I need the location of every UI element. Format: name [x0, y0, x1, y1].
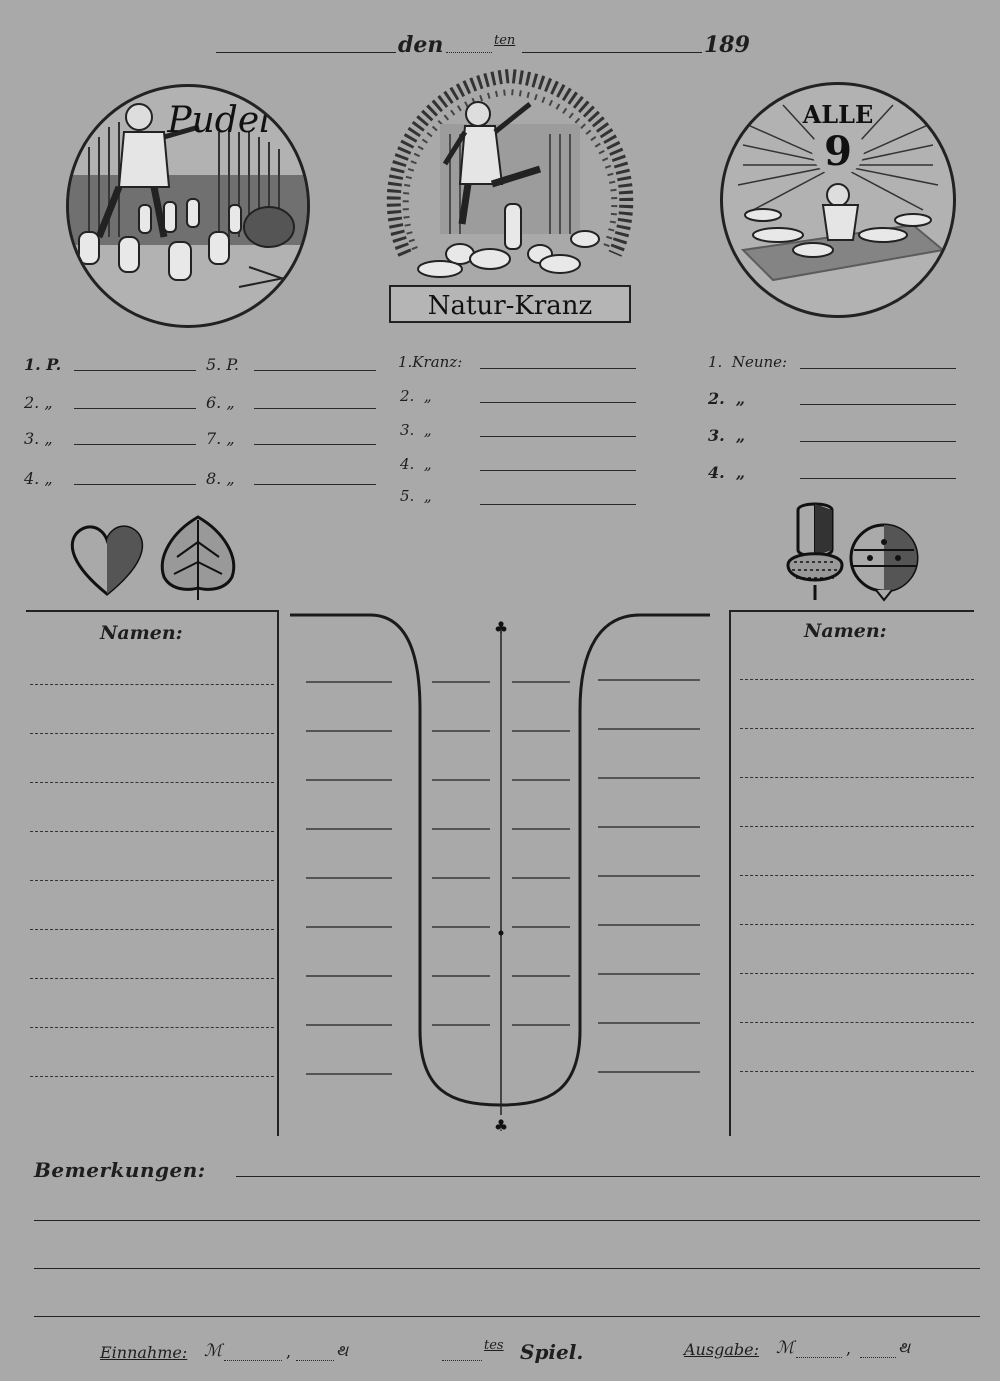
name-line[interactable] [740, 1022, 974, 1023]
pudel-item-line[interactable] [74, 408, 196, 409]
kranz-illustration [380, 64, 640, 328]
bottom-pin-marker: ♣ [493, 1116, 509, 1135]
den-label: den [398, 32, 444, 58]
alle-neune-emblem [720, 82, 956, 318]
name-line[interactable] [740, 924, 974, 925]
alle-title: ALLE [802, 100, 874, 129]
expense-pfennig-symbol: થ [898, 1338, 911, 1357]
bell-icon [846, 520, 922, 604]
name-line[interactable] [30, 782, 274, 783]
name-line[interactable] [740, 728, 974, 729]
kranz-item-label: 1.Kranz: [398, 353, 463, 371]
income-mark-line[interactable] [224, 1360, 282, 1361]
name-line[interactable] [740, 875, 974, 876]
name-line[interactable] [740, 826, 974, 827]
alle-neune-illustration [723, 85, 953, 315]
kranz-item-line[interactable] [480, 470, 636, 471]
leaf-icon [152, 512, 244, 604]
left-panel-right-rule [277, 610, 279, 1136]
pudel-item-label: 1. P. [24, 355, 62, 374]
neune-item-label: 4. „ [708, 463, 746, 482]
names-right-label: Namen: [804, 620, 887, 642]
neune-item-line[interactable] [800, 441, 956, 442]
remarks-line[interactable] [236, 1176, 980, 1177]
kranz-item-line[interactable] [480, 368, 636, 369]
svg-text:Pudel: Pudel [167, 100, 271, 141]
expense-comma: , [846, 1339, 852, 1358]
expense-label: Ausgabe: [684, 1340, 759, 1359]
pudel-item-line[interactable] [254, 484, 376, 485]
income-label: Einnahme: [100, 1343, 188, 1362]
expense-mark-line[interactable] [796, 1357, 842, 1358]
pudel-item-label: 3. „ [24, 429, 53, 448]
remarks-line[interactable] [34, 1316, 980, 1317]
game-number-line[interactable] [442, 1360, 482, 1361]
date-place-line[interactable] [216, 52, 396, 53]
income-comma: , [286, 1342, 292, 1361]
kranz-item-label: 2. „ [400, 387, 432, 405]
kranz-emblem [380, 64, 640, 328]
acorn-icon [784, 500, 846, 604]
pudel-item-line[interactable] [74, 484, 196, 485]
day-input[interactable] [448, 34, 492, 52]
neune-item-line[interactable] [800, 478, 956, 479]
neune-item-label: 1. Neune: [708, 353, 788, 371]
remarks-line[interactable] [34, 1220, 980, 1221]
name-line[interactable] [740, 679, 974, 680]
pudel-item-label: 8. „ [206, 469, 235, 488]
neune-item-line[interactable] [800, 404, 956, 405]
heart-icon [66, 520, 148, 600]
kranz-item-label: 4. „ [400, 455, 432, 473]
pudel-item-label: 6. „ [206, 393, 235, 412]
kranz-title: Natur-Kranz [427, 291, 593, 321]
name-line[interactable] [740, 973, 974, 974]
pudel-item-line[interactable] [254, 370, 376, 371]
alle-number: 9 [824, 128, 852, 175]
pudel-item-line[interactable] [254, 408, 376, 409]
place-input[interactable] [218, 32, 394, 52]
neune-item-line[interactable] [800, 368, 956, 369]
remarks-line[interactable] [34, 1268, 980, 1269]
tes-label: tes [484, 1338, 504, 1353]
kranz-item-line[interactable] [480, 504, 636, 505]
pudel-illustration [69, 87, 307, 325]
pudel-item-label: 2. „ [24, 393, 53, 412]
month-input[interactable] [524, 32, 700, 52]
pudel-item-label: 5. P. [206, 355, 239, 374]
pudel-item-line[interactable] [254, 444, 376, 445]
pudel-emblem [66, 84, 310, 328]
bowling-lane-diagram [280, 600, 730, 1140]
pudel-item-line[interactable] [74, 444, 196, 445]
ten-label: ten [494, 33, 516, 48]
name-line[interactable] [30, 1076, 274, 1077]
month-line[interactable] [522, 52, 702, 53]
name-line[interactable] [30, 929, 274, 930]
pudel-item-line[interactable] [74, 370, 196, 371]
name-line[interactable] [30, 684, 274, 685]
expense-pfennig-line[interactable] [860, 1357, 896, 1358]
name-line[interactable] [30, 880, 274, 881]
income-pfennig-symbol: થ [336, 1341, 349, 1360]
kranz-item-line[interactable] [480, 402, 636, 403]
income-mark-symbol: ℳ [204, 1341, 223, 1361]
name-line[interactable] [30, 1027, 274, 1028]
kranz-item-line[interactable] [480, 436, 636, 437]
top-pin-marker: ♣ [493, 618, 509, 637]
neune-item-label: 2. „ [708, 389, 746, 408]
pudel-item-label: 4. „ [24, 469, 53, 488]
name-line[interactable] [740, 1071, 974, 1072]
name-line[interactable] [30, 733, 274, 734]
kranz-item-label: 5. „ [400, 487, 432, 505]
neune-item-label: 3. „ [708, 426, 746, 445]
spiel-label: Spiel. [520, 1340, 584, 1364]
lane-u-track [290, 615, 710, 1105]
name-line[interactable] [30, 831, 274, 832]
kranz-item-label: 3. „ [400, 421, 432, 439]
right-panel-top-rule [729, 610, 974, 612]
name-line[interactable] [740, 777, 974, 778]
remarks-label: Bemerkungen: [34, 1158, 206, 1182]
income-pfennig-line[interactable] [296, 1360, 334, 1361]
left-panel-top-rule [26, 610, 278, 612]
year-label: 189 [704, 32, 750, 58]
pudel-item-label: 7. „ [206, 429, 235, 448]
expense-mark-symbol: ℳ [776, 1338, 795, 1358]
name-line[interactable] [30, 978, 274, 979]
day-line[interactable] [446, 52, 492, 53]
names-left-label: Namen: [100, 622, 183, 644]
